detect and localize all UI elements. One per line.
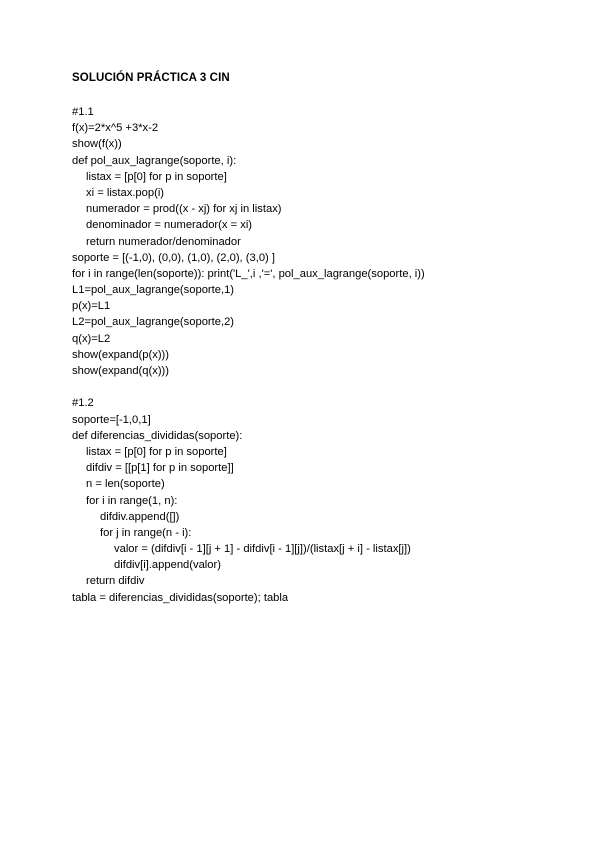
code-line: q(x)=L2	[72, 332, 111, 345]
code-line: for i in range(1, n):	[86, 494, 178, 507]
code-line: denominador = numerador(x = xi)	[86, 219, 253, 232]
code-line: f(x)=2*x^5 +3*x-2	[72, 122, 159, 135]
code-line: L1=pol_aux_lagrange(soporte,1)	[72, 284, 235, 297]
code-block	[72, 104, 572, 606]
code-line: L2=pol_aux_lagrange(soporte,2)	[72, 316, 235, 329]
code-line: xi = listax.pop(i)	[86, 186, 165, 199]
code-line: difdiv[i].append(valor)	[114, 559, 221, 572]
code-line: soporte = [(-1,0), (0,0), (1,0), (2,0), (3,0) ]	[72, 251, 275, 264]
code-line: show(expand(q(x)))	[72, 365, 169, 377]
code-line: difdiv = [[p[1] for p in soporte]]	[86, 462, 234, 475]
code-line: def diferencias_divididas(soporte):	[72, 429, 243, 442]
code-line: for j in range(n - i):	[100, 526, 192, 539]
code-line: valor = (difdiv[i - 1][j + 1] - difdiv[i - 1][j])/(listax[j + i] - listax[j])	[114, 543, 411, 556]
code-line: return numerador/denominador	[86, 235, 241, 248]
code-line: return difdiv	[86, 575, 145, 588]
document-title: SOLUCIÓN PRÁCTICA 3 CIN	[72, 72, 230, 84]
code-line: n = len(soporte)	[86, 478, 165, 491]
code-line: for i in range(len(soporte)): print('L_',i ,'=', pol_aux_lagrange(soporte, i))	[72, 267, 425, 280]
code-line: listax = [p[0] for p in soporte]	[86, 445, 227, 458]
code-line: listax = [p[0] for p in soporte]	[86, 170, 227, 183]
code-line: def pol_aux_lagrange(soporte, i):	[72, 154, 237, 167]
code-line: numerador = prod((x - xj) for xj in listax)	[86, 203, 282, 216]
blank-line	[72, 379, 572, 395]
code-line: show(f(x))	[72, 138, 122, 151]
code-line: difdiv.append([])	[100, 510, 180, 523]
code-line: #1.2	[72, 397, 94, 410]
code-line: #1.1	[72, 106, 94, 118]
code-line: tabla = diferencias_divididas(soporte); tabla	[72, 591, 289, 604]
code-line: show(expand(p(x)))	[72, 348, 169, 361]
code-line: p(x)=L1	[72, 300, 111, 313]
code-line: soporte=[-1,0,1]	[72, 413, 151, 426]
